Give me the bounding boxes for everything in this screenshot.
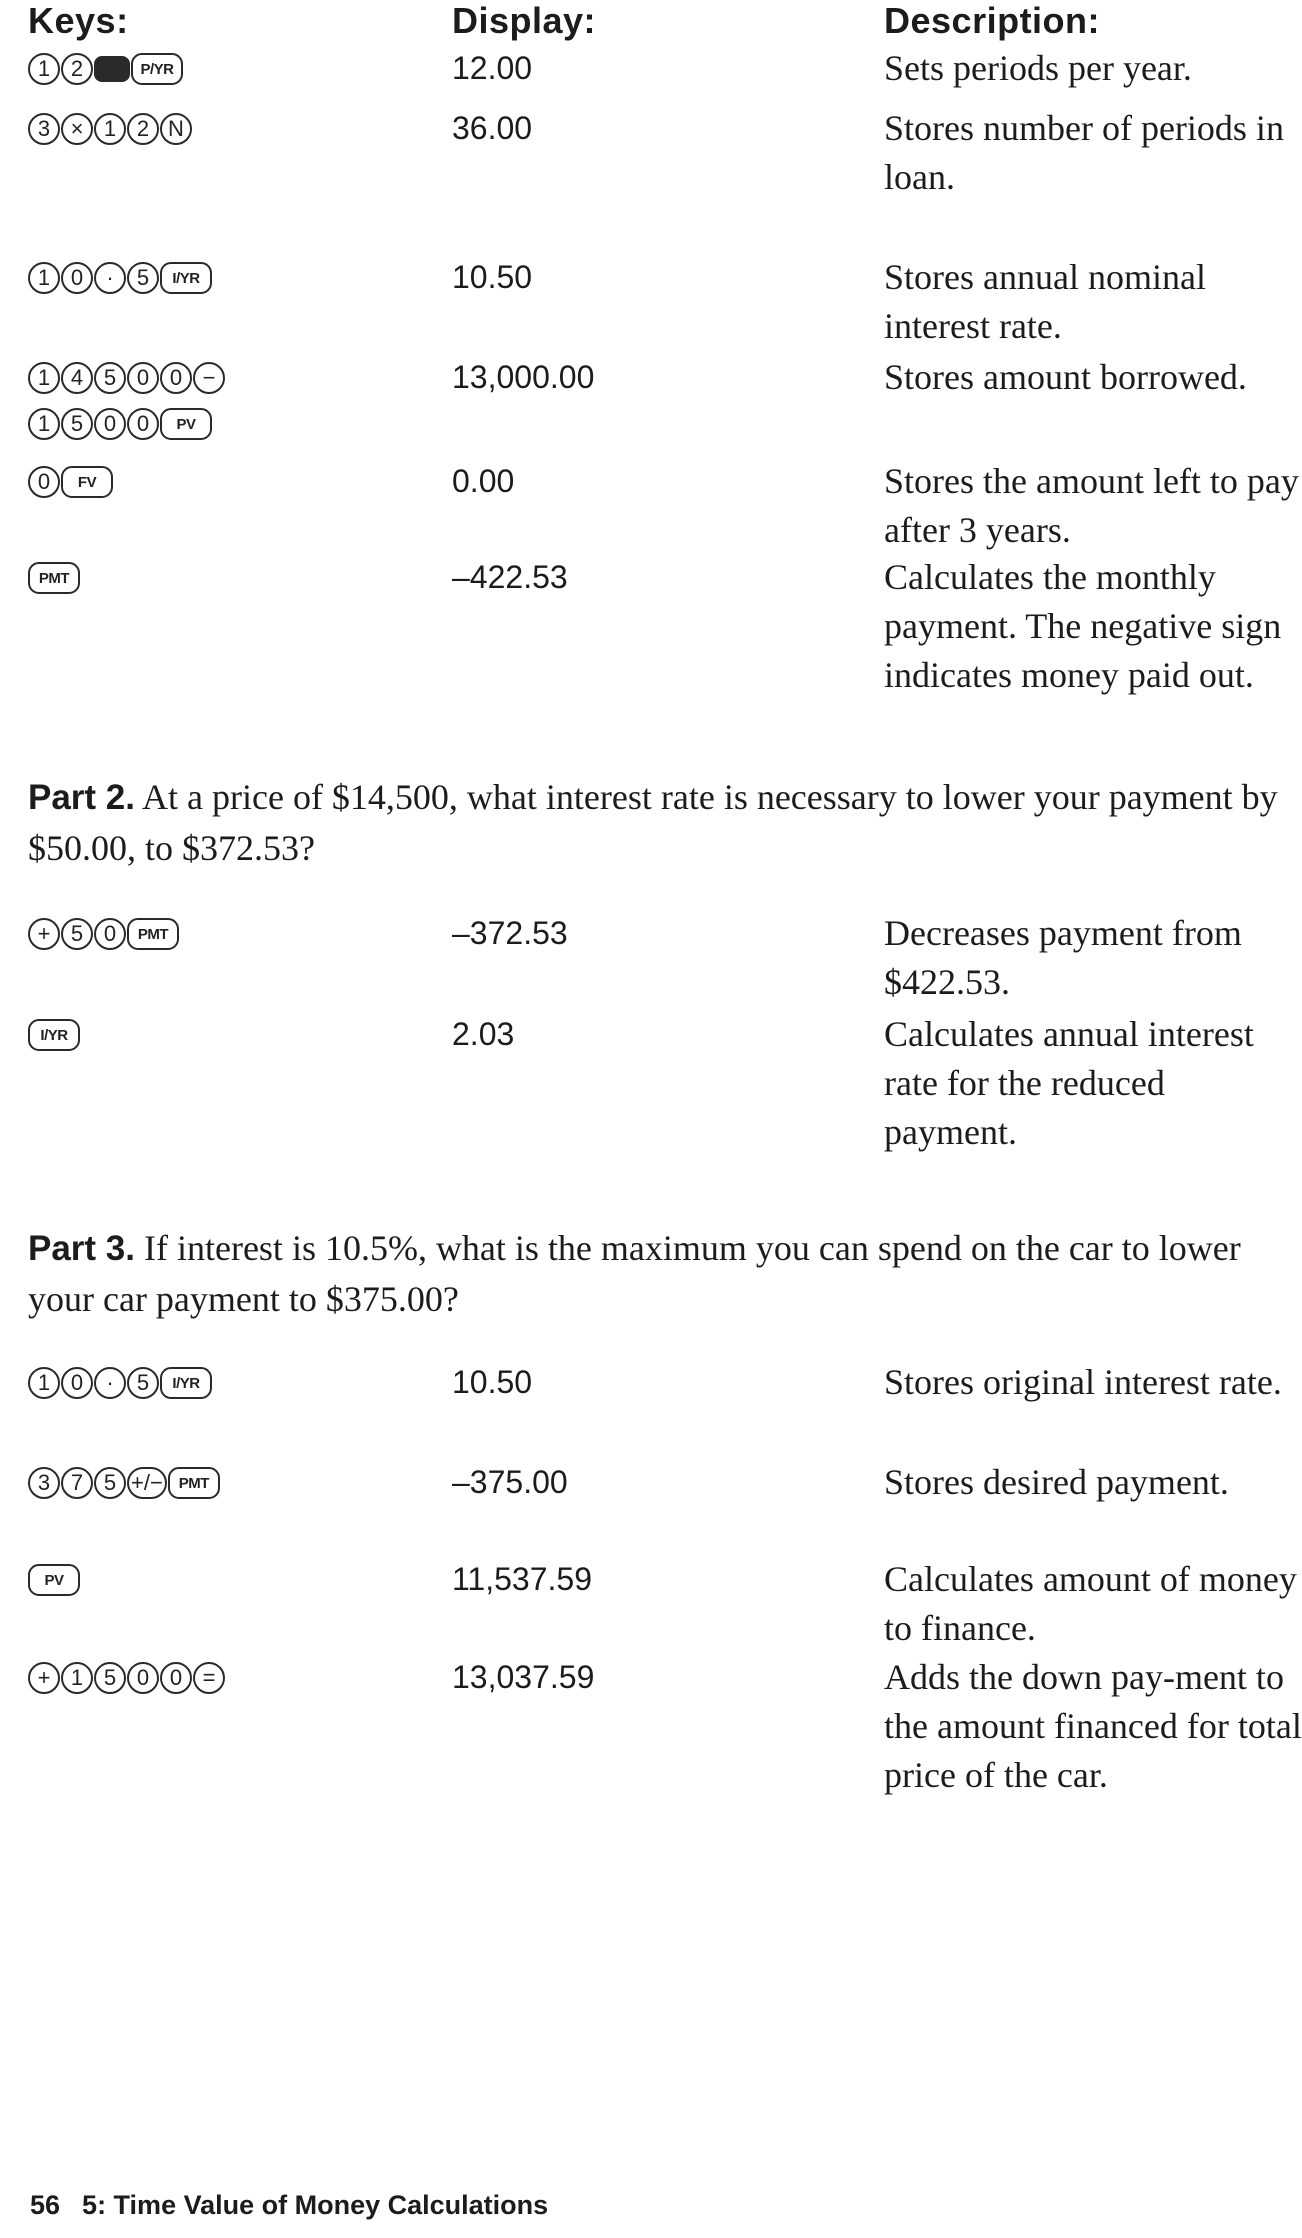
description-text: Stores annual nominal interest rate. [884, 257, 1206, 346]
key-sequence-line [28, 108, 448, 150]
key-p-yr-icon: P/YR [131, 53, 183, 85]
key-minus-icon: − [193, 362, 225, 394]
key-digit-0-icon: 0 [160, 1662, 192, 1694]
key-sequence [28, 461, 448, 507]
page-number: 56 [30, 2190, 61, 2220]
display-value: 12.00 [452, 50, 533, 86]
key-sequence [28, 1462, 448, 1508]
key-times-icon: × [61, 113, 93, 145]
key-sequence-line [28, 1462, 448, 1504]
key-sequence-line [28, 1559, 448, 1601]
key-digit-0-icon: 0 [61, 1367, 93, 1399]
key-sequence-line [28, 1657, 448, 1699]
key-pv-icon: PV [28, 1564, 80, 1596]
part3-question [28, 1223, 1302, 1324]
key-digit-1-icon: 1 [28, 1367, 60, 1399]
key-sequence-line [28, 48, 448, 90]
key-digit-0-icon: 0 [28, 466, 60, 498]
key-equals-icon: = [193, 1662, 225, 1694]
key-digit-2-icon: 2 [127, 113, 159, 145]
display-value: –372.53 [452, 915, 568, 951]
key-sequence [28, 108, 448, 154]
key-digit-0-icon: 0 [160, 362, 192, 394]
key-pmt-icon: PMT [168, 1467, 220, 1499]
key-digit-3-icon: 3 [28, 1467, 60, 1499]
key-sequence-line [28, 913, 448, 955]
key-digit-1-icon: 1 [94, 113, 126, 145]
key-sequence [28, 913, 448, 959]
part3-text: If interest is 10.5%, what is the maximum you can spend on the car to lower your car payment to $375.00? [28, 1228, 1241, 1319]
description-text: Stores amount borrowed. [884, 357, 1247, 397]
description-text: Calculates annual interest rate for the reduced payment. [884, 1014, 1254, 1152]
key-digit-0-icon: 0 [127, 1662, 159, 1694]
display-value: 13,037.59 [452, 1659, 595, 1695]
key-digit-0-icon: 0 [94, 918, 126, 950]
key-fv-icon: FV [61, 466, 113, 498]
key-digit-1-icon: 1 [28, 408, 60, 440]
key-sequence [28, 1014, 448, 1060]
display-value: 36.00 [452, 110, 533, 146]
key-sequence [28, 48, 448, 94]
key-digit-0-icon: 0 [127, 362, 159, 394]
description-text: Stores desired payment. [884, 1462, 1229, 1502]
description-text: Adds the down pay-ment to the amount financed for total price of the car. [884, 1657, 1302, 1795]
display-value: 2.03 [452, 1016, 515, 1052]
key-pv-icon: PV [160, 408, 212, 440]
key-sequence [28, 357, 448, 449]
display-value: 10.50 [452, 259, 533, 295]
key-digit-5-icon: 5 [127, 262, 159, 294]
part2-lead: Part 2. [28, 778, 135, 817]
key-plus-icon: + [28, 1662, 60, 1694]
key-plus-icon: + [28, 918, 60, 950]
description-column-header: Description: [884, 0, 1101, 41]
key-digit-2-icon: 2 [61, 53, 93, 85]
key-digit-0-icon: 0 [127, 408, 159, 440]
part2-question [28, 772, 1302, 873]
key-sequence-line [28, 257, 448, 299]
key-digit-1-icon: 1 [28, 362, 60, 394]
description-text: Stores number of periods in loan. [884, 108, 1284, 197]
key-sequence [28, 1362, 448, 1408]
key-digit-5-icon: 5 [127, 1367, 159, 1399]
key-digit-5-icon: 5 [94, 1662, 126, 1694]
keys-column-header: Keys: [28, 0, 129, 41]
key-digit-1-icon: 1 [61, 1662, 93, 1694]
key-digit-5-icon: 5 [61, 408, 93, 440]
display-value: 0.00 [452, 463, 515, 499]
key-digit-5-icon: 5 [61, 918, 93, 950]
display-value: 13,000.00 [452, 359, 595, 395]
key-sequence-line [28, 1362, 448, 1404]
key-digit-3-icon: 3 [28, 113, 60, 145]
key-digit-0-icon: 0 [61, 262, 93, 294]
key-digit-0-icon: 0 [94, 408, 126, 440]
key-digit-5-icon: 5 [94, 1467, 126, 1499]
display-column-header: Display: [452, 0, 597, 41]
key-shift-icon [94, 56, 130, 82]
display-value: 11,537.59 [452, 1561, 592, 1597]
key-n-icon: N [160, 113, 192, 145]
key-sequence [28, 1559, 448, 1605]
key-pmt-icon: PMT [127, 918, 179, 950]
description-text: Calculates the monthly payment. The negative sign indicates money paid out. [884, 557, 1282, 695]
key-sequence [28, 557, 448, 603]
key-pmt-icon: PMT [28, 562, 80, 594]
part2-text: At a price of $14,500, what interest rate is necessary to lower your payment by $50.00, to $372.53? [28, 777, 1278, 868]
key-digit-1-icon: 1 [28, 53, 60, 85]
key-i-yr-icon: I/YR [160, 262, 212, 294]
key-sequence-line [28, 557, 448, 599]
key-sequence-line [28, 403, 448, 445]
part3-lead: Part 3. [28, 1229, 135, 1268]
description-text: Calculates amount of money to finance. [884, 1559, 1297, 1648]
key-digit-4-icon: 4 [61, 362, 93, 394]
key-sequence [28, 257, 448, 303]
page-footer [30, 2190, 548, 2221]
key-i-yr-icon: I/YR [28, 1019, 80, 1051]
description-text: Stores original interest rate. [884, 1362, 1282, 1402]
description-text: Decreases payment from $422.53. [884, 913, 1242, 1002]
key-decimal-point-icon: · [94, 262, 126, 294]
display-value: –422.53 [452, 559, 568, 595]
key-digit-7-icon: 7 [61, 1467, 93, 1499]
display-value: –375.00 [452, 1464, 568, 1500]
key-digit-5-icon: 5 [94, 362, 126, 394]
key-sequence [28, 1657, 448, 1703]
description-text: Stores the amount left to pay after 3 years. [884, 461, 1299, 550]
key-sequence-line [28, 461, 448, 503]
display-value: 10.50 [452, 1364, 533, 1400]
key-sequence-line [28, 1014, 448, 1056]
key-digit-1-icon: 1 [28, 262, 60, 294]
key-change-sign-icon: +/− [127, 1467, 167, 1499]
description-text: Sets periods per year. [884, 48, 1192, 88]
chapter-title: 5: Time Value of Money Calculations [82, 2190, 549, 2220]
key-sequence-line [28, 357, 448, 399]
key-i-yr-icon: I/YR [160, 1367, 212, 1399]
key-decimal-point-icon: · [94, 1367, 126, 1399]
